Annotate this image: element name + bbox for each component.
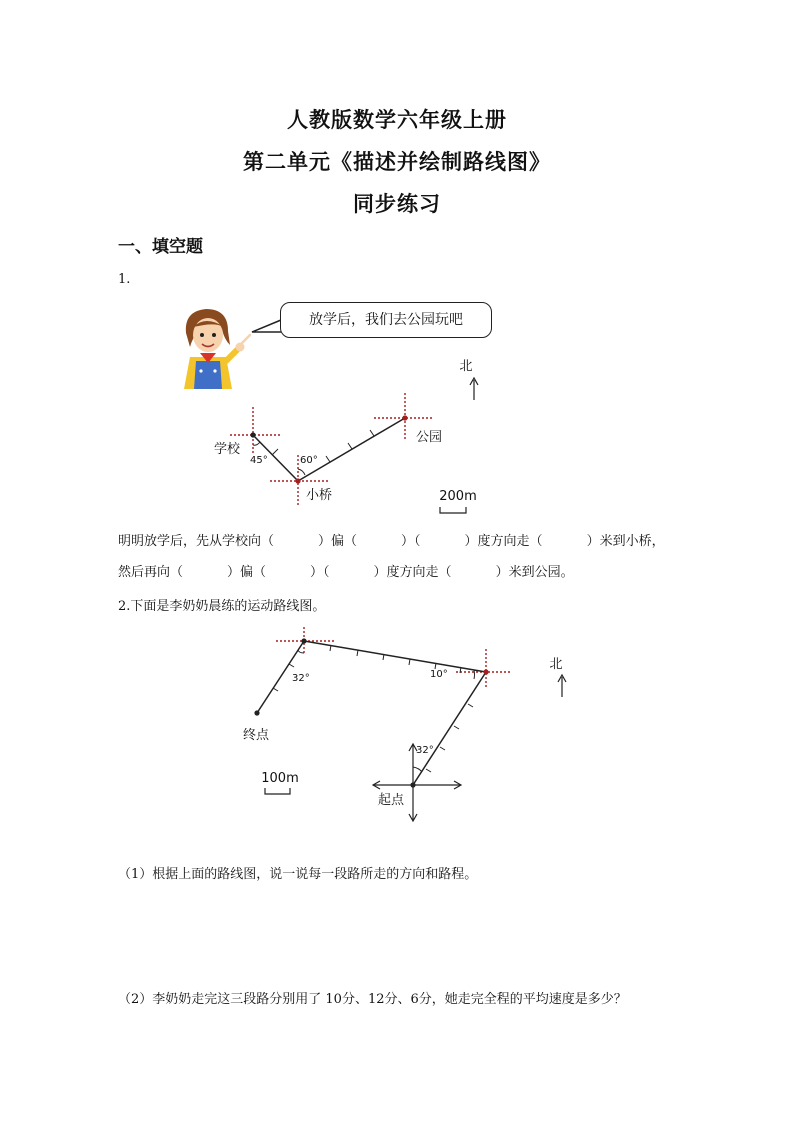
angle-45-label: 45° [250, 455, 268, 466]
north-label: 北 [459, 359, 473, 374]
section-heading: 一、填空题 [118, 237, 203, 257]
question-2-intro: 2.下面是李奶奶晨练的运动路线图。 [118, 599, 326, 614]
speech-bubble: 放学后，我们去公园玩吧 [280, 302, 492, 338]
route-map-1 [200, 345, 520, 520]
route-map-2 [230, 625, 580, 830]
end-point-label: 终点 [243, 728, 270, 743]
title-line-3: 同步练习 [353, 191, 441, 216]
q1-line-2: 然后再向（ ）偏（ ）（ ）度方向走（ ）米到公园。 [118, 565, 574, 580]
angle-32-top: 32° [292, 673, 310, 684]
angle-60-label: 60° [300, 455, 318, 466]
start-point-label: 起点 [378, 793, 405, 808]
school-label: 学校 [214, 442, 241, 457]
north-label-2: 北 [549, 657, 563, 672]
q2-sub-question-2: （2）李奶奶走完这三段路分别用了 10分、12分、6分，她走完全程的平均速度是多少？ [118, 992, 627, 1007]
question-1-number: 1. [118, 272, 131, 287]
scale-label: 200m [439, 489, 477, 504]
title-line-1: 人教版数学六年级上册 [287, 107, 507, 132]
q2-sub-question-1: （1）根据上面的路线图，说一说每一段路所走的方向和路程。 [118, 867, 478, 882]
bridge-label: 小桥 [306, 488, 333, 503]
angle-10: 10° [430, 669, 448, 680]
scale-label-2: 100m [261, 771, 299, 786]
speech-bubble-tail [248, 318, 284, 338]
title-line-2: 第二单元《描述并绘制路线图》 [243, 149, 551, 174]
park-label: 公园 [416, 430, 443, 445]
q1-line-1: 明明放学后，先从学校向（ ）偏（ ）（ ）度方向走（ ）米到小桥， [118, 534, 665, 549]
angle-32-start: 32° [416, 745, 434, 756]
